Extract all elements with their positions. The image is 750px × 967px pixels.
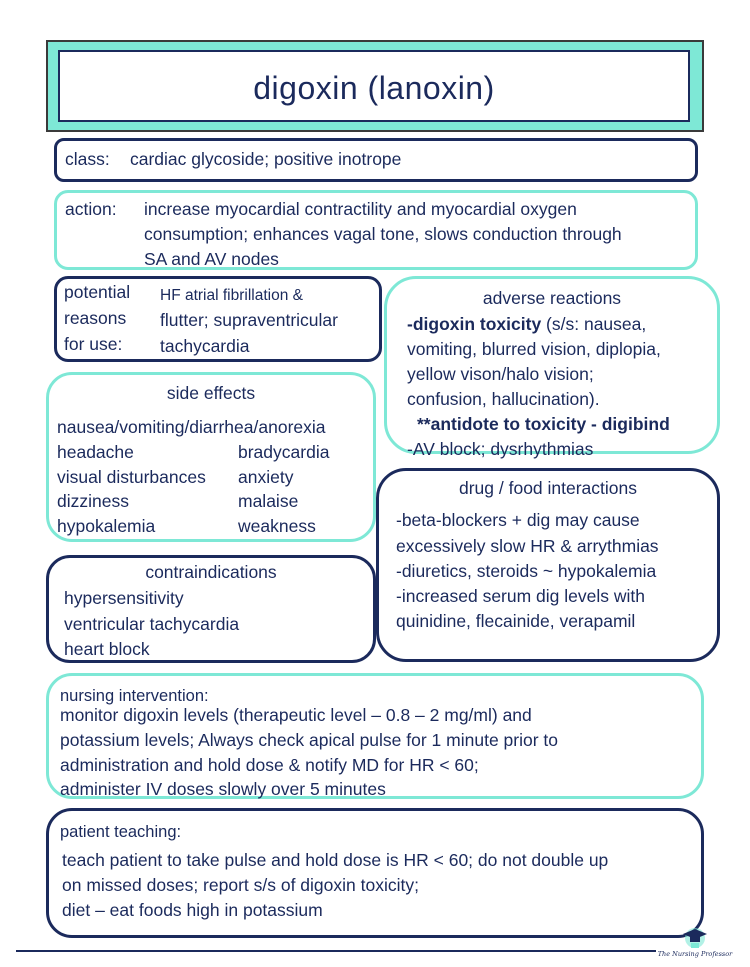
teaching-heading: patient teaching: — [60, 823, 182, 841]
nursing-intervention-section — [46, 673, 704, 799]
nursing-line: potassium levels; Always check apical pulse for 1 minute prior to — [60, 730, 559, 750]
adverse-line: -AV block; dysrhythmias — [407, 439, 594, 459]
reasons-for-use-section — [54, 276, 382, 362]
drug-food-line: quinidine, flecainide, verapamil — [396, 611, 636, 631]
nursing-line: administer IV doses slowly over 5 minutes — [60, 779, 386, 799]
side-effect-item: bradycardia — [238, 442, 330, 462]
drug-food-line: excessively slow HR & arrythmias — [396, 536, 659, 556]
teaching-line: on missed doses; report s/s of digoxin toxicity; — [62, 875, 419, 895]
reasons-value-line: tachycardia — [160, 336, 250, 356]
action-line: SA and AV nodes — [144, 249, 279, 269]
contraindication-item: ventricular tachycardia — [64, 614, 240, 634]
class-section — [54, 138, 698, 182]
adverse-line: vomiting, blurred vision, diplopia, — [407, 339, 661, 359]
nursing-line: administration and hold dose & notify MD for HR < 60; — [60, 755, 479, 775]
nursing-professor-logo — [650, 924, 740, 960]
adverse-line: confusion, hallucination). — [407, 389, 600, 409]
nursing-line: monitor digoxin levels (therapeutic level – 0.8 – 2 mg/ml) and — [60, 705, 532, 725]
side-effects-section — [46, 372, 376, 542]
reasons-label-line: potential — [64, 282, 131, 302]
contraindications-section — [46, 555, 376, 663]
class-label: class: — [65, 149, 110, 169]
reasons-value-line: flutter; supraventricular — [160, 310, 338, 330]
side-effect-item: malaise — [238, 491, 299, 511]
action-section — [54, 190, 698, 270]
drug-food-line: -beta-blockers + dig may cause — [396, 510, 640, 530]
drug-food-line: -increased serum dig levels with — [396, 586, 645, 606]
patient-teaching-section — [46, 808, 704, 938]
side-effect-item: hypokalemia — [57, 516, 156, 536]
adverse-toxicity-line — [407, 312, 646, 337]
adverse-reactions-section — [384, 276, 720, 459]
adverse-antidote: **antidote to toxicity - digibind — [417, 414, 670, 434]
side-effects-heading: side effects — [166, 383, 256, 403]
drug-food-line: -diuretics, steroids ~ hypokalemia — [396, 561, 657, 581]
footer-divider — [16, 950, 656, 952]
action-line: consumption; enhances vagal tone, slows conduction through — [144, 224, 622, 244]
adverse-toxicity-bold: -digoxin toxicity — [407, 314, 542, 334]
graduation-cap-icon — [650, 924, 740, 952]
action-label: action: — [65, 199, 117, 219]
adverse-heading: adverse reactions — [482, 288, 622, 308]
drug-food-interactions-section — [376, 468, 720, 662]
teaching-line: diet – eat foods high in potassium — [62, 900, 323, 920]
reasons-label-line: for use: — [64, 334, 123, 354]
contraindications-heading: contraindications — [145, 562, 277, 582]
class-value: cardiac glycoside; positive inotrope — [130, 149, 402, 169]
logo-text: The Nursing Professor — [657, 950, 733, 958]
nursing-heading: nursing intervention: — [60, 687, 209, 705]
side-effect-item: weakness — [238, 516, 316, 536]
adverse-line: yellow vison/halo vision; — [407, 364, 594, 384]
reasons-value-line: HF atrial fibrillation & — [160, 287, 303, 304]
page-title: digoxin (lanoxin) — [58, 50, 690, 122]
adverse-toxicity-rest: (s/s: nausea, — [541, 314, 647, 334]
drug-food-heading: drug / food interactions — [458, 478, 638, 498]
side-effect-item: anxiety — [238, 467, 294, 487]
side-effect-item: nausea/vomiting/diarrhea/anorexia — [57, 417, 326, 437]
contraindication-item: hypersensitivity — [64, 588, 184, 608]
reasons-label-line: reasons — [64, 308, 127, 328]
side-effect-item: dizziness — [57, 491, 129, 511]
side-effect-item: headache — [57, 442, 134, 462]
title-banner — [46, 40, 704, 132]
contraindication-item: heart block — [64, 639, 150, 659]
side-effect-item: visual disturbances — [57, 467, 206, 487]
action-line: increase myocardial contractility and myocardial oxygen — [144, 199, 577, 219]
teaching-line: teach patient to take pulse and hold dose is HR < 60; do not double up — [62, 850, 609, 870]
